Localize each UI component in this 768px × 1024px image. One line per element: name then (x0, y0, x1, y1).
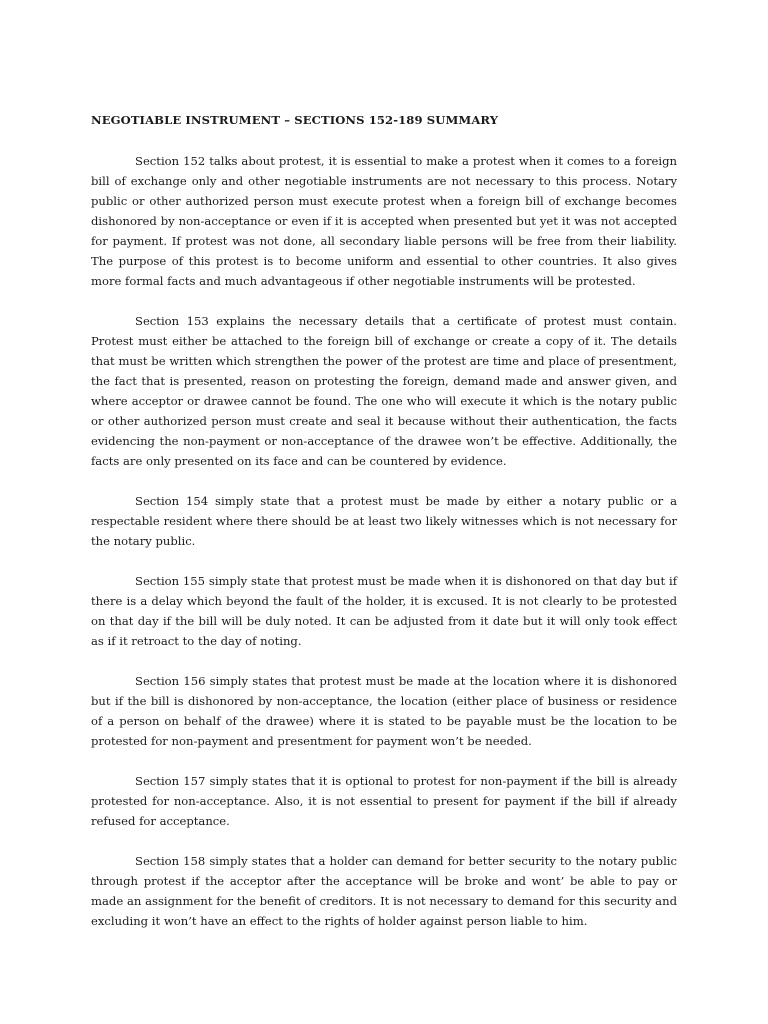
paragraph-section-152: Section 152 talks about protest, it is essential to make a protest when it comes to a foreign bill of exchange only and other negotiable instruments are not necessary to this process. Notary public or other authorized person must execute protest when a foreign bill of exchange becomes dishonored by non-acceptance or even if it is accepted when presented but yet it was not accepted for payment. If protest was not done, all secondary liable persons will be free from their liability. The purpose of this protest is to become uniform and essential to other countries. It also gives more formal facts and much advantageous if other negotiable instruments will be protested. (91, 154, 677, 288)
document-title: NEGOTIABLE INSTRUMENT – SECTIONS 152-189 SUMMARY (91, 113, 499, 127)
paragraph-section-157: Section 157 simply states that it is optional to protest for non-payment if the bill is already protested for non-acceptance. Also, it is not essential to present for payment if the bill if already refused for acceptance. (91, 774, 677, 828)
paragraph-section-155: Section 155 simply state that protest must be made when it is dishonored on that day but if there is a delay which beyond the fault of the holder, it is excused. It is not clearly to be protested on that day if the bill will be duly noted. It can be adjusted from it date but it will only took effect as if it retroact to the day of noting. (91, 574, 677, 648)
document-page (91, 110, 677, 951)
paragraph-section-156: Section 156 simply states that protest must be made at the location where it is dishonored but if the bill is dishonored by non-acceptance, the location (either place of business or residence of a person on behalf of the drawee) where it is stated to be payable must be the location to be protested for non-payment and presentment for payment won’t be needed. (91, 674, 677, 748)
paragraph-section-158: Section 158 simply states that a holder can demand for better security to the notary public through protest if the acceptor after the acceptance will be broke and wont’ be able to pay or made an assignment for the benefit of creditors. It is not necessary to demand for this security and excluding it won’t have an effect to the rights of holder against person liable to him. (91, 854, 677, 928)
paragraph-section-153: Section 153 explains the necessary details that a certificate of protest must contain. Protest must either be attached to the foreign bill of exchange or create a copy of it. The details that must be written which strengthen the power of the protest are time and place of presentment, the fact that is presented, reason on protesting the foreign, demand made and answer given, and where acceptor or drawee cannot be found. The one who will execute it which is the notary public or other authorized person must create and seal it because without their authentication, the facts evidencing the non-payment or non-acceptance of the drawee won’t be effective. Additionally, the facts are only presented on its face and can be countered by evidence. (91, 314, 677, 468)
paragraph-section-154: Section 154 simply state that a protest must be made by either a notary public or a respectable resident where there should be at least two likely witnesses which is not necessary for the notary public. (91, 494, 677, 548)
